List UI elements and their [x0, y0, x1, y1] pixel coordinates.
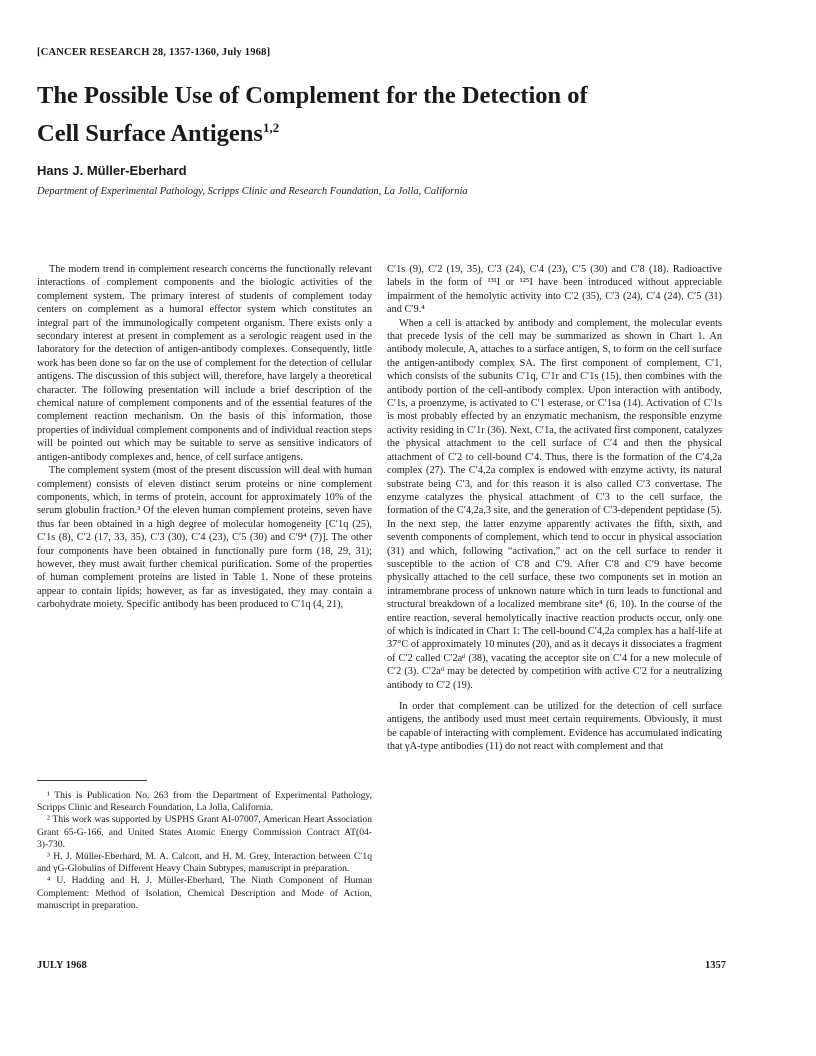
body-column-right [387, 263, 722, 754]
body-paragraph: The complement system (most of the present discussion will deal with human complement) consists of eleven distinct serum proteins or nine complement components, which, in terms of protein, account for approximately 10% of the serum globulin fraction.³ Of the eleven human complement proteins, seven have thus far been obtained in a high degree of molecular homogeneity [C′1q (25), C′1s (8), C′2 (17, 33, 35), C′3 (30), C′4 (23), C′5 (30) and C′9⁴ (7)]. The other four components have been obtained in functionally pure form (18, 29, 31); however, they must await further chemical purification. Some of the properties of human complement proteins are listed in Table 1. None of these proteins appear to contain lipids; however, as far as investigated, they may contain a carbohydrate moiety. Specific antibody has been produced to C′1q (4, 21), [37, 465, 372, 611]
footer-date: JULY 1968 [37, 960, 87, 971]
footnotes [37, 790, 372, 912]
body-paragraph: In order that complement can be utilized for the detection of cell surface antigens, the antibody used must meet certain requirements. Obviously, it must be capable of interacting with complement. Evidence has accumulated indicating that γA-type antibodies (11) do not react with complement and that [387, 701, 722, 753]
title-footnote-marker: 1,2 [262, 120, 280, 135]
body-column-left [37, 263, 372, 612]
author-affiliation: Department of Experimental Pathology, Scripps Clinic and Research Foundation, La Jolla, California [37, 186, 468, 197]
body-paragraph: C′1s (9), C′2 (19, 35), C′3 (24), C′4 (23), C′5 (30) and C′8 (18). Radioactive labels in the form of ¹³¹I or ¹²⁵I have been introduced without appreciable impairment of the hemolytic activity into C′2 (35), C′3 (24), C′4 (24), C′5 (31) and C′9.⁴ [387, 264, 722, 316]
footnote: ³ H. J. Müller-Eberhard, M. A. Calcott, and H. M. Grey, Interaction between C′1q and γG-Globulins of Different Heavy Chain Subtypes, manuscript in preparation. [37, 851, 372, 875]
footnote-divider [37, 780, 147, 781]
journal-reference: [CANCER RESEARCH 28, 1357-1360, July 1968] [37, 47, 271, 58]
footnote: ¹ This is Publication No. 263 from the Department of Experimental Pathology, Scripps Clinic and Research Foundation, La Jolla, California. [37, 790, 372, 814]
title-line-2: Cell Surface Antigens [37, 120, 263, 148]
body-paragraph: When a cell is attacked by antibody and complement, the molecular events that precede lysis of the cell may be summarized as shown in Chart 1. An antibody molecule, A, attaches to a surface antigen, S, to form on the cell surface the antigen-antibody complex SA. The first component of complement, C′1, which consists of the subunits C′1q, C′1r and C′1s (15), then combines with the antibody portion of the cell-antibody complex. Upon interaction with antibody, C′1s, a proenzyme, is activated to C′1 esterase, or C′1sa (14). Activation of C′1s is most probably effected by an enzymatic mechanism, the responsible enzyme activity residing in C′1r (36). Next, C′1a, the activated first component, catalyzes the physical attachment to the cell surface of C′4 and then the physical attachment of C′2 to cell-bound C′4. Thus, there is the formation of the C′4,2a complex (27). The C′4,2a complex is endowed with enzyme activty, its natural substrate being C′3, and for this reason it is also called C′3 convertase. The enzyme catalyzes the physical attachment of C′3 to the cell surface, the formation of the C′4,2a,3 site, and the generation of C′3-dependent peptidase (5). In the next step, the latter enzyme apparently activates the fifth, sixth, and seventh components of complement, which tend to occur in physical association (31) and which, following “activation,” act on the cell surface to render it susceptible to the action of C′8 and C′9. After C′8 and C′9 have become physically attached to the cell surface, these two components set in motion an intramembrane process of unknown nature which in turn leads to functional and structural breakdown of a localized membrane site⁴ (6, 10). In the course of the entire reaction, several hemolytically inactive reaction products occur, only one of which is indicated in Chart 1: The cell-bound C′4,2a complex has a half-life at 37°C of approximately 10 minutes (20), and as it decays it dissociates a fragment of C′2 called C′2aᵈ (38), vacating the acceptor site on C′4 for a new molecule of C′2 (3). C′2aᵈ may be detected by competition with active C′2 for a neutralizing antibody to C′2 (19). [387, 317, 722, 691]
title-line-1: The Possible Use of Complement for the Detection of [37, 82, 588, 109]
footnote: ⁴ U. Hadding and H. J. Müller-Eberhard, The Ninth Component of Human Complement: Method of Isolation, Chemical Description and Mode of Action, manuscript in preparation. [37, 875, 372, 911]
article-title [37, 80, 737, 150]
footnote: ² This work was supported by USPHS Grant AI-07007, American Heart Association Grant 65-G-166, and United States Atomic Energy Commission Contract AT(04-3)-730. [37, 814, 372, 850]
page-number: 1357 [705, 960, 726, 971]
body-paragraph: The modern trend in complement research concerns the functionally relevant interactions of complement components and the biologic activities of the complement system. The primary interest of students of complement today centers on complement as a humoral effector system which constitutes an integral part of the immunologically competent organism. There exists only a secondary interest at present in complement as a serologic reagent used in the laboratory for the detection of antigen-antibody complexes. Consequently, little work has been done so far on the use of complement for the detection of cellular antigens. The discussion of this subject will, therefore, have largely a theoretical character. The following presentation will include a brief description of the chemical nature of complement components and of the essential features of the complement reaction mechanism. On the basis of this information, those properties of individual complement components and of individual reaction steps will be pointed out which may be suitable to serve as sensitive indicators of antigen-antibody complexes and, hence, of cell surface antigens. [37, 264, 372, 463]
author-name: Hans J. Müller-Eberhard [37, 163, 187, 178]
